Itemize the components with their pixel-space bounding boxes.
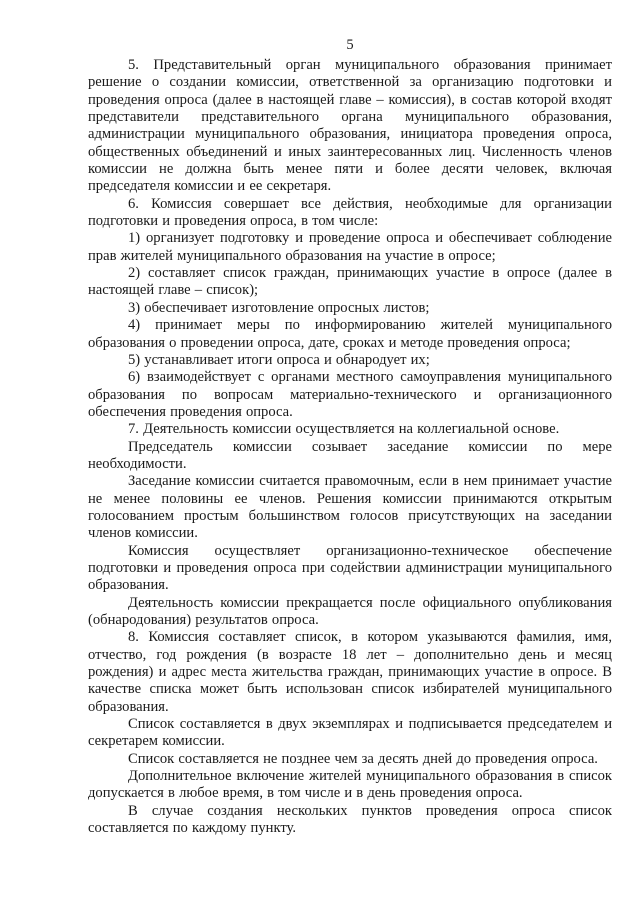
paragraph-list-deadline: Список составляется не позднее чем за десять дней до проведения опроса. (128, 750, 598, 767)
subitem-3: 3) обеспечивает изготовление опросных листов; (128, 299, 430, 316)
paragraph-item-6: 6. Комиссия совершает все действия, необходимые для организации подготовки и проведения опроса, в том числе: (88, 195, 612, 230)
subitem-1: 1) организует подготовку и проведение опроса и обеспечивает соблюдение прав жителей муниципального образования на участие в опросе; (88, 230, 612, 264)
paragraph-list-additions: Дополнительное включение жителей муниципального образования в список допускается в любое время, в том числе и в день проведения опроса. (88, 768, 612, 802)
paragraph-item-8: 8. Комиссия составляет список, в котором указываются фамилия, имя, отчество, год рождения (в возрасте 18 лет – дополнительно день и месяц рождения) и адрес места жительства граждан, принимающих участие в опросе. В качестве списка может быть использован список избирателей муниципального образования. (88, 629, 612, 715)
subitem-2: 2) составляет список граждан, принимающих участие в опросе (далее в настоящей главе – список); (88, 265, 612, 299)
subitem-4: 4) принимает меры по информированию жителей муниципального образования о проведении опроса, дате, сроках и методе проведения опроса; (88, 317, 612, 351)
paragraph-list-copies: Список составляется в двух экземплярах и подписывается председателем и секретарем комиссии. (88, 716, 612, 750)
paragraph-item-5: 5. Представительный орган муниципального образования принимает решение о создании комиссии, ответственной за организацию подготовки и проведения опроса (далее в настоящей главе – комиссия), в состав которой входят представители представительного органа муниципального образования, администрации муниципального образования, инициатора проведения опроса, общественных объединений и иных заинтересованных лиц. Численность членов комиссии не должна быть менее пяти и более десяти человек, включая председателя комиссии и ее секретаря. (88, 57, 612, 195)
paragraph-chair-convenes: Председатель комиссии созывает заседание комиссии по мере необходимости. (88, 438, 612, 472)
paragraph-list-per-point: В случае создания нескольких пунктов проведения опроса список составляется по каждому пункту. (88, 802, 612, 837)
subitem-6: 6) взаимодействует с органами местного самоуправления муниципального образования по вопросам материально-технического и организационного обеспечения проведения опроса. (88, 369, 612, 420)
paragraph-quorum: Заседание комиссии считается правомочным, если в нем принимает участие не менее половины ее членов. Решения комиссии принимаются открытым голосованием простым большинством голосов присутствующих на заседании членов комиссии. (88, 473, 612, 542)
subitem-5: 5) устанавливает итоги опроса и обнародует их; (128, 351, 430, 368)
page-number: 5 (346, 37, 354, 53)
paragraph-termination: Деятельность комиссии прекращается после официального опубликования (обнародования) результатов опроса. (88, 594, 612, 628)
paragraph-item-7: 7. Деятельность комиссии осуществляется на коллегиальной основе. (128, 421, 560, 438)
paragraph-technical-support: Комиссия осуществляет организационно-техническое обеспечение подготовки и проведения опроса при содействии администрации муниципального образования. (88, 542, 612, 594)
